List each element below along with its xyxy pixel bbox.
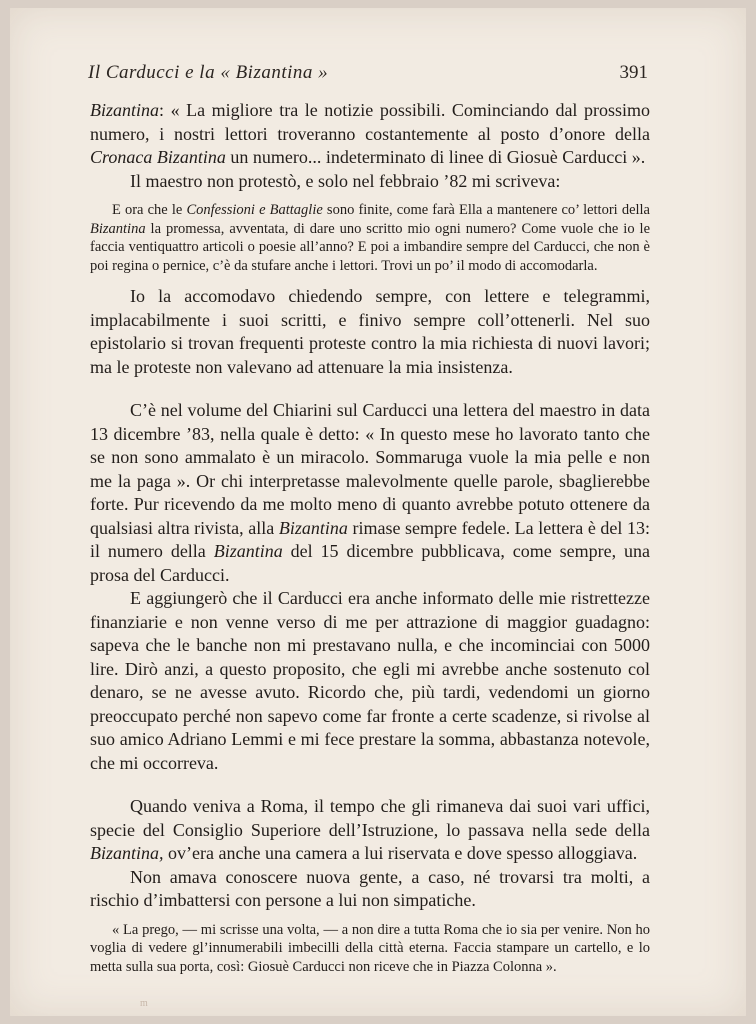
- italic-title: Bizantina: [90, 100, 160, 120]
- italic-title: Bizantina,: [90, 843, 164, 863]
- text-run: un numero... indeterminato di linee di Giosuè Carducci ».: [225, 147, 646, 167]
- text-run: del 15 dicembre pubblicava, come sempre, una prosa del Carducci.: [90, 541, 651, 585]
- text-run: : « La migliore tra le notizie possibili. Cominciando dal prossimo numero, i nostri lettori troveranno costantemente al posto d’onore della: [90, 100, 650, 144]
- text-run: la promessa, avventata, di dare uno scritto mio ogni numero? Come vuole che io le faccia ventiquattro articoli o poesie all’anno? E poi a imbandire sempre del Carducci, che non è poi regina o pernice, c’è da stufare anche i lettori. Trovi un po’ il modo di accomodarla.: [90, 220, 650, 274]
- page-number: 391: [619, 62, 648, 83]
- italic-title: Bizantina: [90, 220, 146, 237]
- book-page: [10, 8, 746, 1016]
- paragraph-6: [90, 795, 650, 866]
- quote-2: « La prego, — mi scrisse una volta, — a non dire a tutta Roma che io sia per venire. Non ho voglia di vedere gl’innumerabili imbecilli della città eterna. Faccia stampare un cartello, e lo metta sulla sua porta, così: Giosuè Carducci non riceve che in Piazza Colonna ».: [90, 921, 650, 975]
- paragraph-7: Non amava conoscere nuova gente, a caso, né trovarsi tra molti, a rischio d’imbattersi con persone a lui non simpatiche.: [90, 866, 650, 910]
- paragraph-5: E aggiungerò che il Carducci era anche informato delle mie ristrettezze finanziarie e non venne verso di me per attrazione di maggior guadagno: sapeva che le banche non mi prestavano nulla, e che incominciai con 5000 lire. Dirò anzi, a questo proposito, che egli mi avrebbe anche sostenuto col denaro, se ne avesse avuto. Ricordo che, più tardi, vedendomi un giorno preoccupato perché non sapevo come far fronte a certe scadenze, si rivolse al suo amico Adriano Lemmi e mi fece prestare la somma, abbastanza notevole, che mi occorreva.: [90, 588, 650, 773]
- text-run: rimase sempre fedele. La lettera è del 13: il numero della: [90, 517, 651, 561]
- quote-1: [90, 201, 650, 275]
- paragraph-1: [90, 99, 650, 170]
- italic-title: Bizantina: [278, 517, 348, 538]
- italic-title: Confessioni e Battaglie: [186, 202, 323, 218]
- text-run: sono finite, come farà Ella a mantenere co’ lettori della: [322, 202, 650, 218]
- paragraph-2: Il maestro non protestò, e solo nel febbraio ’82 mi scriveva:: [130, 170, 561, 191]
- page-body: [90, 99, 650, 986]
- faint-mark: m: [140, 998, 148, 1009]
- italic-title: Bizantina: [213, 541, 283, 561]
- paragraph-3: Io la accomodavo chiedendo sempre, con lettere e telegrammi, implacabilmente i suoi scritti, e finivo sempre coll’ottenerli. Nel suo epistolario si trovan frequenti proteste contro la mia richiesta di nuovi lavori; ma le proteste non valevano ad attenuare la mia insistenza.: [90, 286, 650, 377]
- page-header: [88, 62, 648, 88]
- text-run: E ora che le: [112, 202, 187, 218]
- italic-title: Cronaca Bizantina: [90, 147, 226, 167]
- text-run: Quando veniva a Roma, il tempo che gli rimaneva dai suoi vari uffici, specie del Consiglio Superiore dell’Istruzione, lo passava nella sede della: [90, 796, 650, 840]
- running-title: Il Carducci e la « Bizantina »: [88, 62, 329, 83]
- text-run: C’è nel volume del Chiarini sul Carducci una lettera del maestro in data 13 dicembre ’83, nella quale è detto: « In questo mese ho lavorato tanto che se non sono ammalato è un miracolo. Sommaruga vuole la mia pelle e non me la paga ». Or chi interpretasse malevolmente quelle parole, sbaglierebbe forte. Pur ricevendo da me molto meno di quanto avrebbe potuto ottenere da qualsiasi altra rivista, alla: [90, 400, 650, 538]
- text-run: ov’era anche una camera a lui riservata e dove spesso alloggiava.: [163, 843, 638, 863]
- paragraph-4: [90, 399, 650, 587]
